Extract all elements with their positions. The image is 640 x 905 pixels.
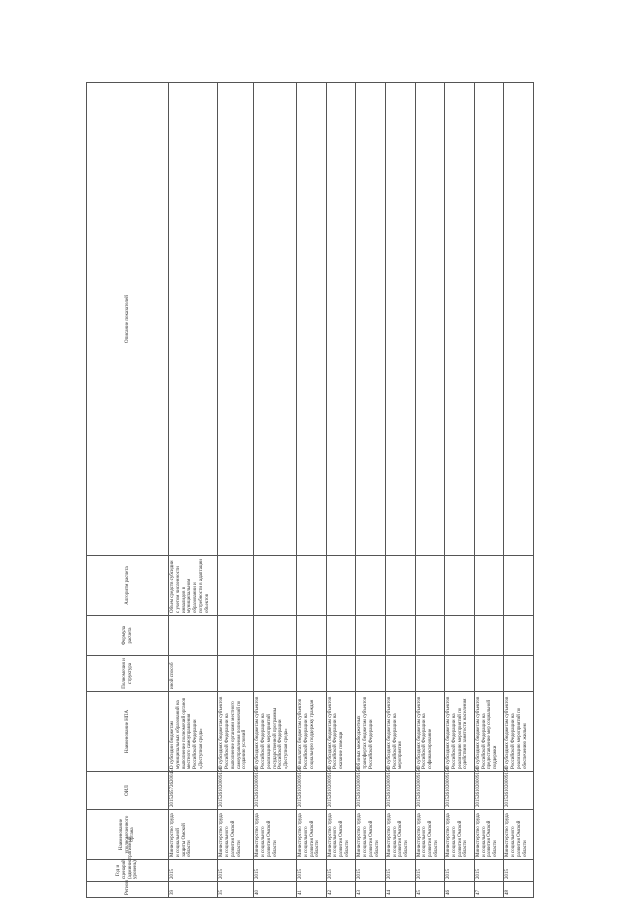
row-organization: Министерство труда и социального развития Омской области [326,810,356,860]
row-organization: Министерство труда и социального развития Омской области [297,810,327,860]
row-description [504,83,534,556]
row-formula [297,616,327,656]
rotated-table-wrapper [86,82,534,898]
row-npa: О субсидиях бюджетам субъектов Российской Федерации на предоставление мер социальной поддержки [474,692,504,772]
row-code: 2015 [326,860,356,882]
row-oil: 2015261020009150 [385,772,415,810]
row-npa: Об иных межбюджетных трансфертах бюджетам субъектов Российской Федерации [356,692,386,772]
row-code: 2015 [445,860,475,882]
table-row [504,83,534,898]
row-description [218,83,254,556]
row-number: 39 [169,882,218,898]
row-npa: О субсидиях бюджетам субъектов Российской Федерации на реализацию мероприятий государственной программы Российской Федерации «Доступная среда» [254,692,297,772]
row-oil: 2015261020009150 [445,772,475,810]
column-header: ОИЛ [87,772,169,810]
row-number: 48 [504,882,534,898]
row-description [445,83,475,556]
row-formula [218,616,254,656]
row-algorithm [326,556,356,616]
row-algorithm [254,556,297,616]
row-description [326,83,356,556]
column-header: Полномочия и структура [87,656,169,692]
row-npa: О выплатах бюджетам субъектов Российской Федерации на социальную поддержку граждан [297,692,327,772]
column-header: Формула расчета [87,616,169,656]
column-header: Описание показателей [87,83,169,556]
row-number: 46 [445,882,475,898]
row-description [254,83,297,556]
row-organization: Министерство труда и социального развития Омской области [385,810,415,860]
table-row [169,83,218,898]
row-algorithm [297,556,327,616]
table-row [474,83,504,898]
table-row [254,83,297,898]
row-authority [504,656,534,692]
row-algorithm [385,556,415,616]
data-table [86,82,534,898]
row-description [385,83,415,556]
row-code: 2015 [415,860,445,882]
row-number: 41 [297,882,327,898]
row-algorithm: Объем средств субсидии с учетом численности инвалидов в муниципальном образовании и потребности в адаптации объектов [169,556,218,616]
row-number: 42 [326,882,356,898]
column-header: Наименование уполномоченного органа [87,810,169,860]
row-code: 2015 [297,860,327,882]
column-header: Год и сценарий (административный уровень) [87,860,169,882]
row-algorithm [356,556,386,616]
row-npa: О субсидиях бюджетам субъектов Российской Федерации на реализацию мероприятий по содействию занятости населения [445,692,475,772]
row-code: 2015 [504,860,534,882]
row-authority [356,656,386,692]
table-header-row [87,83,169,898]
column-header: Регион [87,882,169,898]
row-description [356,83,386,556]
table-row [385,83,415,898]
row-authority [218,656,254,692]
row-oil: 2015261020009150 [356,772,386,810]
row-algorithm [415,556,445,616]
row-formula [504,616,534,656]
row-description [297,83,327,556]
row-code: 2015 [356,860,386,882]
row-number: 45 [415,882,445,898]
row-organization: Министерство труда и социального развития Омской области [356,810,386,860]
row-number: 35 [218,882,254,898]
row-number: 44 [385,882,415,898]
table-row [356,83,386,898]
column-header: Наименование НПА [87,692,169,772]
row-oil: 2015261020009150 [504,772,534,810]
row-formula [326,616,356,656]
table-row [297,83,327,898]
row-algorithm [218,556,254,616]
table-row [218,83,254,898]
row-code: 2015 [169,860,218,882]
row-algorithm [445,556,475,616]
row-authority: иной способ [169,656,218,692]
row-authority [415,656,445,692]
row-oil: 2015261020009150 [297,772,327,810]
row-formula [385,616,415,656]
row-npa: О субсидиях бюджетам субъектов Российской Федерации на выполнение органами местного самоуправления полномочий по созданию условий [218,692,254,772]
row-number: 40 [254,882,297,898]
column-header: Алгоритм расчета [87,556,169,616]
row-organization: Министерство труда и социальной защиты Омской области [169,810,218,860]
row-algorithm [474,556,504,616]
row-authority [474,656,504,692]
table-body [169,83,534,898]
row-authority [326,656,356,692]
row-organization: Министерство труда и социального развития Омской области [504,810,534,860]
row-formula [356,616,386,656]
row-number: 47 [474,882,504,898]
row-formula [474,616,504,656]
row-npa: О субсидиях бюджетам субъектов Российской Федерации на реализацию мероприятий по обеспечению жильем [504,692,534,772]
row-formula [254,616,297,656]
row-organization: Министерство труда и социального развития Омской области [415,810,445,860]
row-organization: Министерство труда и социального развития Омской области [474,810,504,860]
row-algorithm [504,556,534,616]
row-organization: Министерство труда и социального развития Омской области [218,810,254,860]
row-npa: О субсидии бюджетам муниципальных образований на выполнение полномочий органов местного самоуправления Российской Федерации «Доступная среда» [169,692,218,772]
row-authority [385,656,415,692]
row-organization: Министерство труда и социального развития Омской области [254,810,297,860]
row-formula [415,616,445,656]
row-authority [445,656,475,692]
row-oil: 2015265726200451 [169,772,218,810]
row-authority [254,656,297,692]
row-oil: 2015261020009150 [218,772,254,810]
row-code: 2015 [474,860,504,882]
row-oil: 2015261020009150 [326,772,356,810]
row-oil: 2015261020009150 [254,772,297,810]
table-row [415,83,445,898]
row-npa: О субсидиях бюджетам субъектов Российской Федерации на мероприятия [385,692,415,772]
row-code: 2015 [218,860,254,882]
table-row [326,83,356,898]
row-code: 2015 [254,860,297,882]
row-formula [169,616,218,656]
row-oil: 2015261020009150 [415,772,445,810]
row-description [415,83,445,556]
row-oil: 2015261020009150 [474,772,504,810]
row-description [169,83,218,556]
row-description [474,83,504,556]
row-authority [297,656,327,692]
row-npa: О субсидиях бюджетам субъектов Российской Федерации на софинансирование [415,692,445,772]
row-number: 43 [356,882,386,898]
row-code: 2015 [385,860,415,882]
row-formula [445,616,475,656]
table-row [445,83,475,898]
row-npa: О субсидиях бюджетам субъектов Российской Федерации на оказание помощи [326,692,356,772]
row-organization: Министерство труда и социального развития Омской области [445,810,475,860]
